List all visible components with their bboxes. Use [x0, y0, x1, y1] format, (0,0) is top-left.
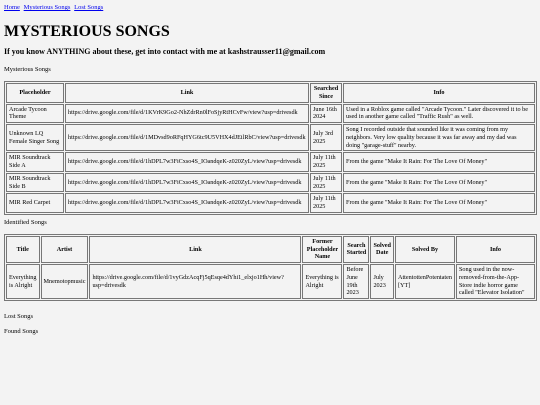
table-cell: Before June 19th 2023 — [343, 264, 369, 299]
column-header: Info — [456, 236, 535, 263]
table-cell: https://drive.google.com/file/d/1vyGdzAcqFj5qEsqe4dYhi1_elxjo1Hh/view?usp=drivesdk — [89, 264, 301, 299]
table-cell: July 3rd 2025 — [310, 124, 342, 151]
table-cell: Arcade Tycoon Theme — [6, 104, 64, 124]
table-cell: From the game "Make It Rain: For The Love Of Money" — [343, 152, 535, 172]
column-header: Search Started — [343, 236, 369, 263]
table-cell: Song I recorded outside that sounded like it was coming from my neighbors. Very low quality because it was far away and my dad was doing "garage-stuff" nearby. — [343, 124, 535, 151]
table-cell: From the game "Make It Rain: For The Love Of Money" — [343, 173, 535, 193]
page-subtitle: If you know ANYTHING about these, get into contact with me at kashstrausser11@gmail.com — [4, 47, 326, 56]
table-row — [6, 264, 535, 299]
table-cell: https://drive.google.com/file/d/1hDPL7w3FiCxso4S_IOandqeK-z020ZyL/view?usp=drivesdk — [65, 152, 309, 172]
table-row — [6, 124, 535, 151]
table-cell: Used in a Roblox game called "Arcade Tycoon." Later discovered it to be used in another game called "Traffic Rush" as well. — [343, 104, 535, 124]
table-header-row — [6, 83, 535, 103]
table-row — [6, 104, 535, 124]
identified-songs-table — [4, 234, 537, 301]
table-row — [6, 152, 535, 172]
table-cell: From the game "Make It Rain: For The Love Of Money" — [343, 193, 535, 213]
table-row — [6, 173, 535, 193]
column-header: Searched Since — [310, 83, 342, 103]
table-row — [6, 193, 535, 213]
table-cell: https://drive.google.com/file/d/1MDvsd9oRFqHYG6tc9U5VHX4dJEilRbC/view?usp=drivesdk — [65, 124, 309, 151]
column-header: Solved Date — [370, 236, 394, 263]
table-cell: Song used in the now-removed-from-the-App-Store indie horror game called "Elevator Isolation" — [456, 264, 535, 299]
table-cell: June 16th 2024 — [310, 104, 342, 124]
table-cell: July 11th 2025 — [310, 152, 342, 172]
table-header-row — [6, 236, 535, 263]
table-cell: https://drive.google.com/file/d/1hDPL7w3FiCxso4S_IOandqeK-z020ZyL/view?usp=drivesdk — [65, 193, 309, 213]
section-label-found: Found Songs — [4, 328, 39, 335]
section-label-lost: Lost Songs — [4, 313, 34, 320]
column-header: Title — [6, 236, 40, 263]
table-cell: https://drive.google.com/file/d/1KVrK9Go2-NhZdrRn0lFoSjyRtHCvFw/view?usp=drivesdk — [65, 104, 309, 124]
table-cell: July 11th 2025 — [310, 193, 342, 213]
table-cell: Unknown LQ Female Singer Song — [6, 124, 64, 151]
table-cell: MIR Soundtrack Side A — [6, 152, 64, 172]
column-header: Solved By — [395, 236, 455, 263]
top-nav — [4, 3, 536, 11]
page-title: MYSTERIOUS SONGS — [4, 23, 170, 40]
column-header: Link — [89, 236, 301, 263]
column-header: Artist — [41, 236, 89, 263]
column-header: Link — [65, 83, 309, 103]
nav-link-lost-songs[interactable]: Lost Songs — [74, 4, 104, 11]
section-label-identified: Identified Songs — [4, 218, 47, 226]
table-cell: Mnemotopmusic — [41, 264, 89, 299]
section-label-mysterious: Mysterious Songs — [4, 66, 51, 73]
table-cell: July 11th 2025 — [310, 173, 342, 193]
mysterious-songs-table — [4, 81, 537, 215]
nav-link-home[interactable]: Home — [4, 4, 20, 11]
table-cell: https://drive.google.com/file/d/1hDPL7w3FiCxso4S_IOandqeK-z020ZyL/view?usp=drivesdk — [65, 173, 309, 193]
nav-link-mysterious-songs[interactable]: Mysterious Songs — [23, 4, 71, 11]
table-cell: MIR Soundtrack Side B — [6, 173, 64, 193]
table-cell: AttentottenPotentaten [YT] — [395, 264, 455, 299]
column-header: Former Placeholder Name — [302, 236, 342, 263]
table-cell: Everything is Alright — [6, 264, 40, 299]
column-header: Placeholder — [6, 83, 64, 103]
table-cell: Everything is Alright — [302, 264, 342, 299]
table-cell: July 2023 — [370, 264, 394, 299]
column-header: Info — [343, 83, 535, 103]
table-cell: MIR Red Carpet — [6, 193, 64, 213]
